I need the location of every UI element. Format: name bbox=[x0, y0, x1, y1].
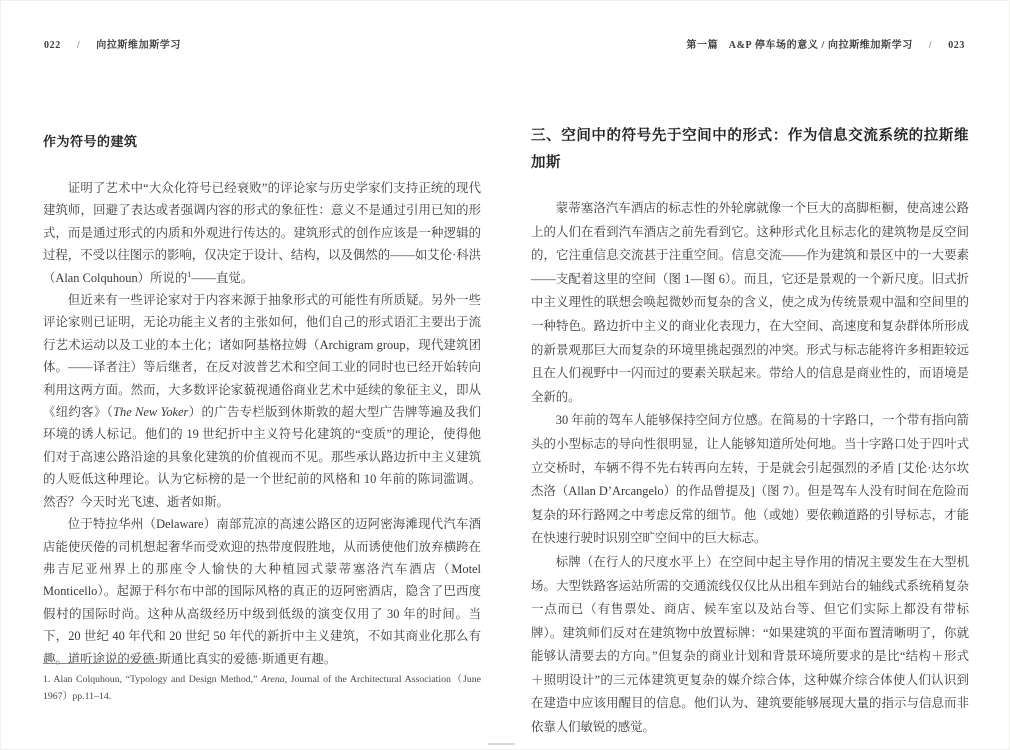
footnote-block bbox=[43, 663, 481, 705]
italic-title-the-new-yorker: The New Yoker bbox=[113, 405, 189, 420]
right-paragraph-1: 蒙蒂塞洛汽车酒店的标志性的外轮廓就像一个巨大的高脚柜橱，使高速公路上的人们在看到汽车酒店之前先看到它。这种形式化且标志化的建筑物是反空间的，它注重信息交流甚于注重空间。信息交流——作为建筑和景区中的一大要素——支配着这里的空间（图 1—图 6）。而且，它还是景观的一个新尺度。旧式折中主义理性的联想会唤起微妙而复杂的含义，使之成为传统景观中温和空间里的一种特色。路边折中主义的商业化表现力，在大空间、高速度和复杂群体所形成的新景观那巨大而复杂的环境里挑起强烈的冲突。形式与标志能将许多相距较远且在人们视野中一闪而过的要素关联起来。带给人的信息是商业性的，而语境是全新的。 bbox=[531, 201, 969, 404]
right-paragraph-2: 30 年前的驾车人能够保持空间方位感。在简易的十字路口，一个带有指向箭头的小型标志的导向性很明显，让人能够知道所处何地。当十字路口处于四叶式立交桥时，车辆不得不先右转再向左转，于是就会引起强烈的矛盾 [艾伦·达尔坎杰洛（Allan D’Arcangelo）的作品曾提及]（图 7）。但是驾车人没有时间在危险而复杂的环行路网之中考虑反常的细节。他（或她）要依赖道路的引导标志，才能在快速行驶时识别空旷空间中的巨大标志。 bbox=[531, 413, 969, 546]
italic-title-arena: Arena bbox=[261, 674, 285, 685]
left-paragraph-1-text-end: ——直觉。 bbox=[191, 270, 254, 285]
left-paragraph-2 bbox=[43, 289, 481, 513]
left-page-number: 022 bbox=[44, 40, 61, 51]
footnote-1-text: 1. Alan Colquhoun, “Typology and Design Method,” bbox=[43, 674, 262, 685]
right-body-text bbox=[531, 197, 969, 740]
page-left bbox=[43, 1, 481, 750]
right-header-separator: / bbox=[928, 40, 933, 51]
footnote-reference-mark: 1 bbox=[187, 269, 192, 279]
left-paragraph-3: 位于特拉华州（Delaware）南部荒凉的高速公路区的迈阿密海滩现代汽车酒店能使厌倦的司机想起奢华而受欢迎的热带度假胜地，从而诱使他们放弃横跨在弗吉尼亚州界上的那座令人愉快的大种植园式蒙蒂塞洛汽车酒店（Motel Monticello）。起源于科尔布中部的国际风格的真正的迈阿密酒店，隐含了巴西度假村的国际时尚。这种从高级经历中级到低级的演变仅用了 30 年的时间。当下，20 世纪 40 年代和 20 世纪 50 年代的新折中主义建筑，不如其商业化那么有趣。道听途说的爱德·斯通比真实的爱德·斯通更有趣。 bbox=[43, 517, 481, 666]
footnote-1 bbox=[43, 672, 481, 705]
left-section-heading: 作为符号的建筑 bbox=[43, 134, 138, 149]
right-page-number: 023 bbox=[948, 40, 965, 51]
left-header-separator: / bbox=[76, 40, 81, 51]
left-body-text bbox=[43, 177, 481, 670]
left-paragraph-2-text: 但近来有一些评论家对于内容来源于抽象形式的可能性有所质疑。另外一些评论家则已证明，无论功能主义者的主张如何，他们自己的形式语汇主要出于流行艺术运动以及工业的本土化；诸如阿基格拉姆（Archigram group，现代建筑团体。——译者注）等后继者，在反对波普艺术和空间工业的同时也已经开始转向利用这两方面。然而，大多数评论家藐视通俗商业艺术中延续的象征主义，即从《纽约客》（ bbox=[43, 293, 481, 420]
right-paragraph-3: 标牌（在行人的尺度水平上）在空间中起主导作用的情况主要发生在大型机场。大型铁路客运站所需的交通流线仅仅比从出租车到站台的轴线式系统稍复杂一点而已（有售票处、商店、候车室以及站台等、但它们实际上都没有带标牌）。建筑师们反对在建筑物中放置标牌：“如果建筑的平面布置清晰明了，你就能够认清要去的方向。”但复杂的商业计划和背景环境所要求的是比“结构＋形式＋照明设计”的三元体建筑更复杂的媒介综合体，这种媒介综合体使人们认识到在建造中应该用醒目的信息。他们认为、建筑要能够展现大量的指示与信息而非依靠人们敏锐的感觉。 bbox=[531, 554, 969, 735]
page-right bbox=[531, 1, 969, 750]
right-header-title: 第一篇 A&P 停车场的意义 / 向拉斯维加斯学习 bbox=[686, 40, 913, 51]
left-header-title: 向拉斯维加斯学习 bbox=[96, 40, 182, 51]
footnote-separator-rule bbox=[43, 663, 161, 664]
page-gutter-mark bbox=[488, 743, 515, 745]
left-paragraph-1 bbox=[43, 177, 481, 289]
right-section-heading: 三、空间中的符号先于空间中的形式：作为信息交流系统的拉斯维加斯 bbox=[531, 128, 969, 171]
left-paragraph-1-text: 证明了艺术中“大众化符号已经衰败”的评论家与历史学家们支持正统的现代建筑师，回避了表达或者强调内容的形式的象征性：意义不是通过引用已知的形式，而是通过形式的内质和外观进行传达的。建筑形式的创作应该是一种逻辑的过程，不受以往图示的影响，仅决定于设计、结构，以及偶然的——如艾伦·科洪（Alan Colquhoun）所说的 bbox=[43, 181, 481, 285]
footnote-1-text-end: , Journal of the Architectural Association（June 1967）pp.11–14. bbox=[43, 674, 481, 702]
left-paragraph-2-text-end: ）的广告专栏版到休斯敦的超大型广告牌等遍及我们环境的诱人标记。他们的 19 世纪折中主义符号化建筑的“变质”的理论，使得他们对于高速公路沿途的具象化建筑的价值视而不见。那些承认路边折中主义建筑的人贬低这种理论。认为它标榜的是一个世纪前的风格和 10 年前的陈词滥调。然否？今天时光飞速、逝者如斯。 bbox=[43, 405, 481, 509]
